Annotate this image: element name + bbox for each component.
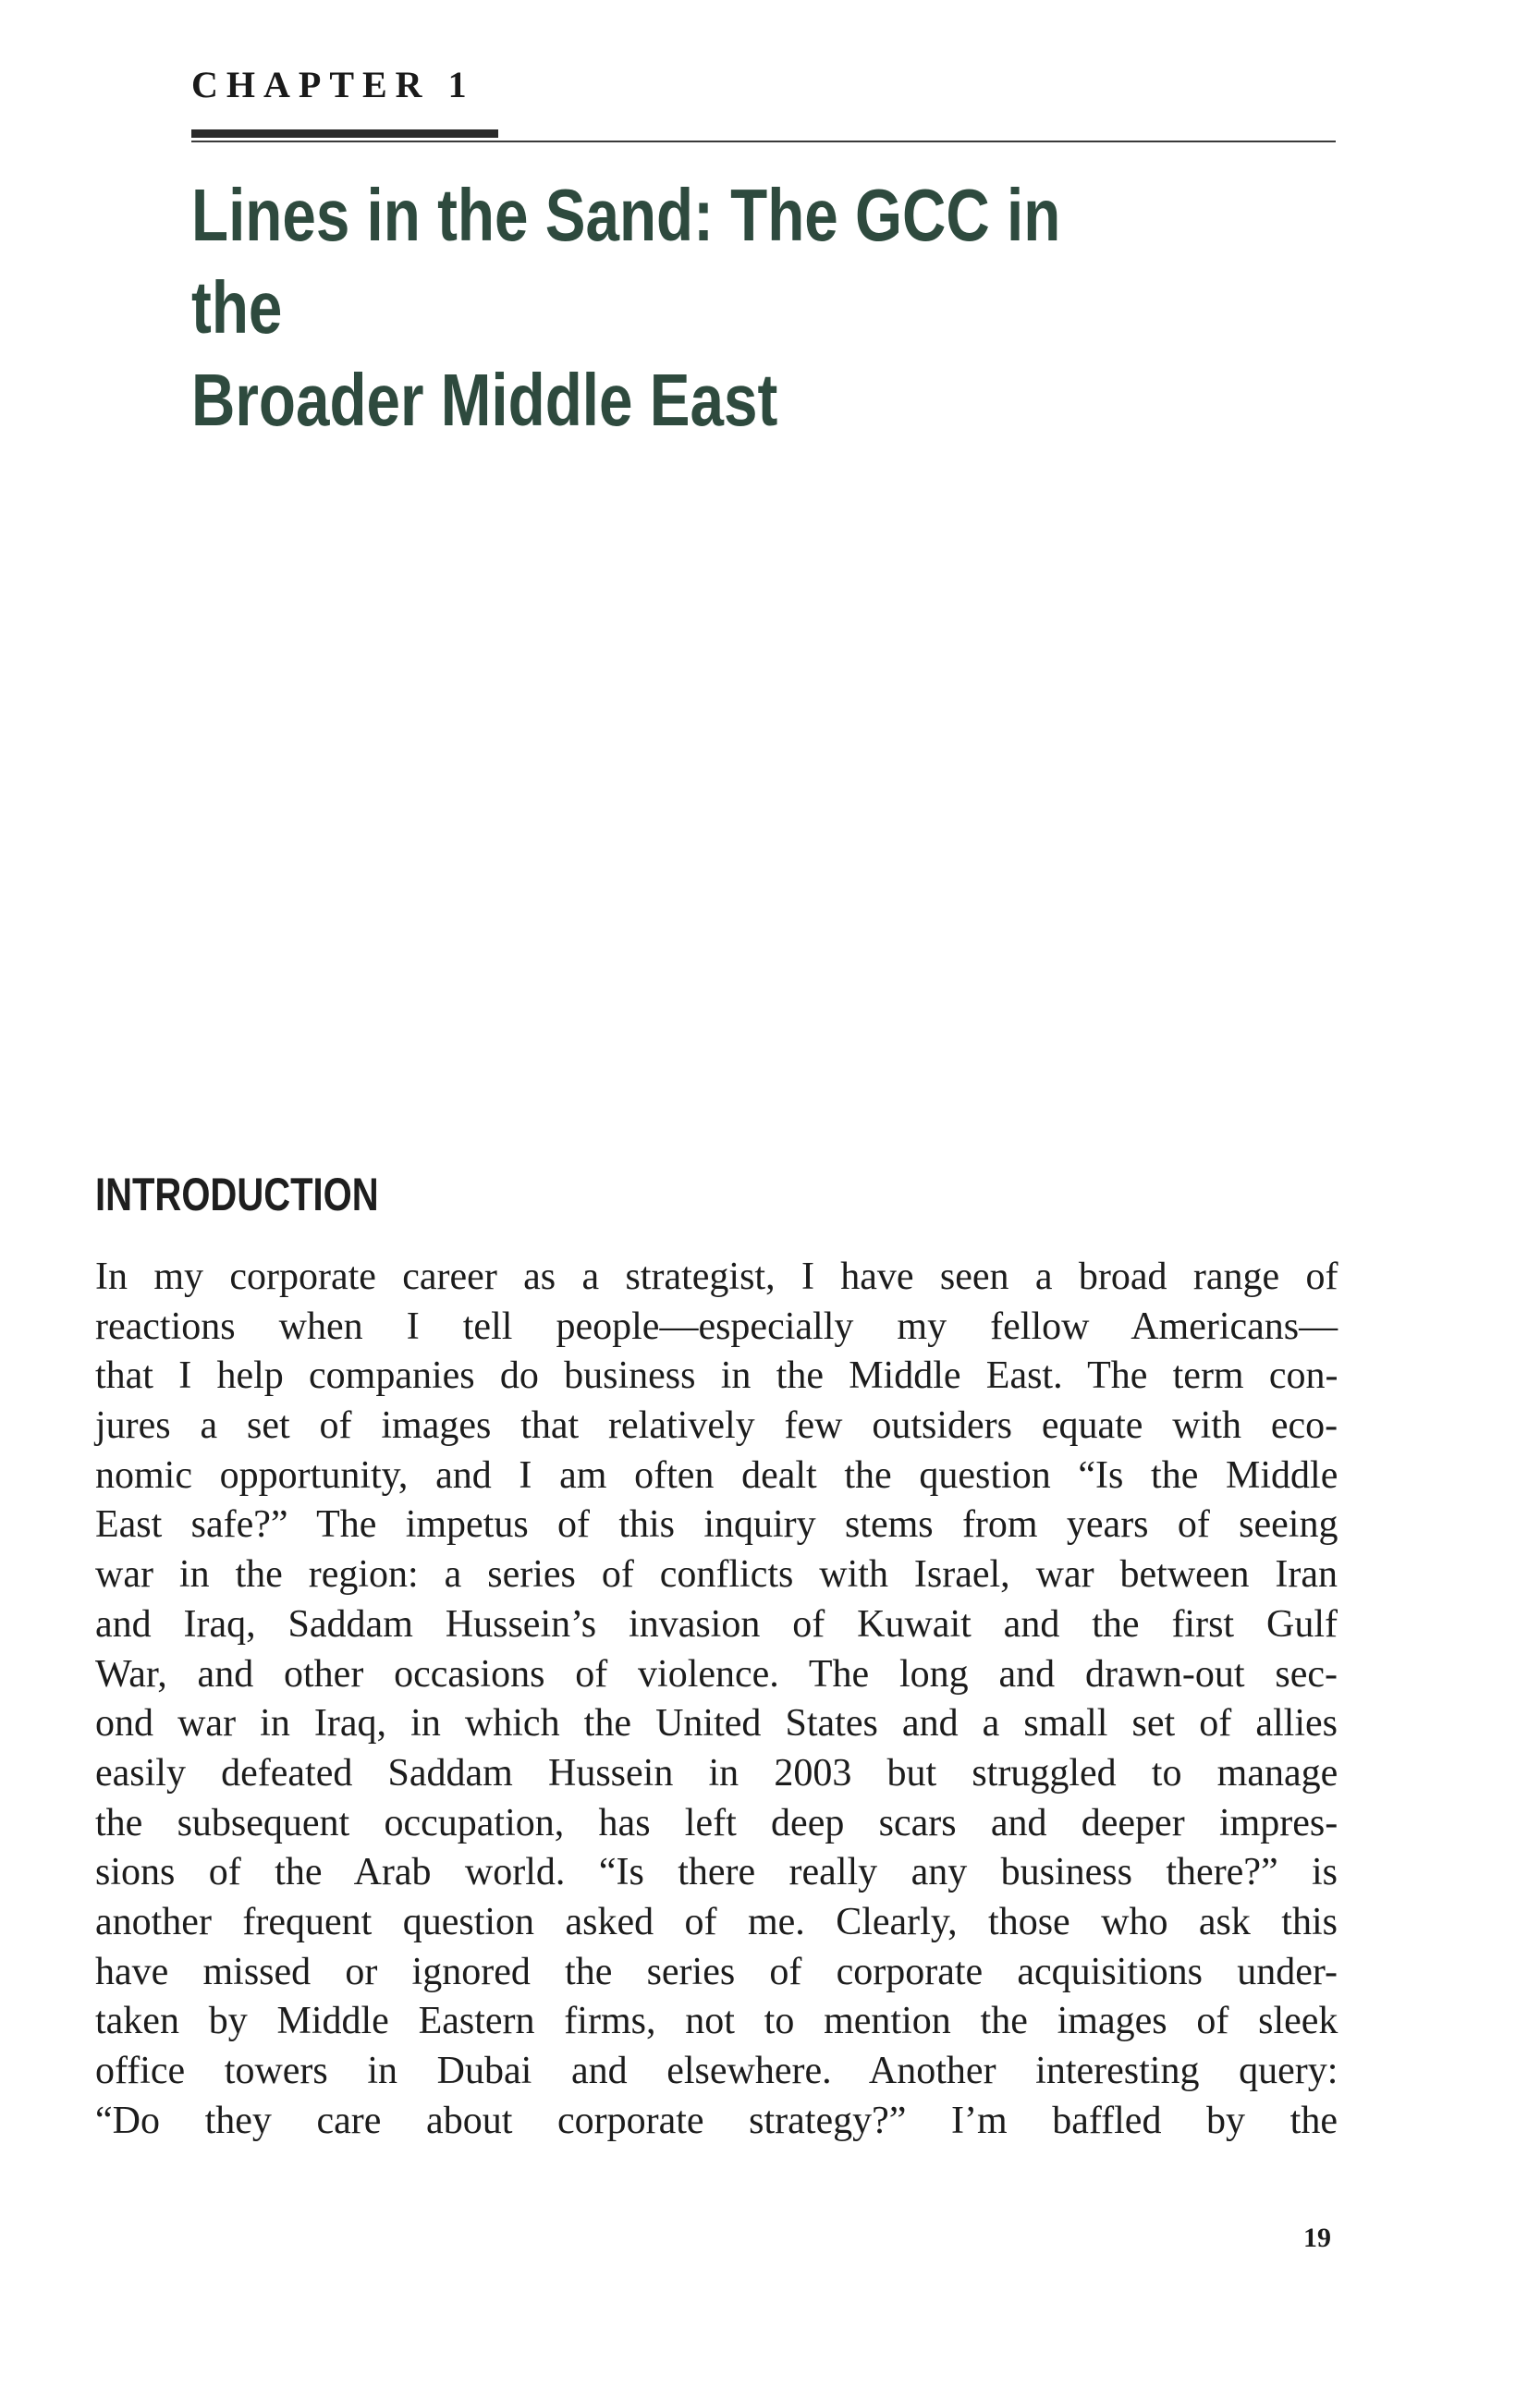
body-line: In my corporate career as a strategist, I have seen a broad range of (95, 1256, 1338, 1298)
body-line: war in the region: a series of conflicts with Israel, war between Iran (95, 1553, 1338, 1597)
body-line: jures a set of images that relatively few outsiders equate with eco- (95, 1404, 1338, 1448)
body-line: East safe?” The impetus of this inquiry stems from years of seeing (95, 1503, 1338, 1547)
chapter-title-line-2: Broader Middle East (191, 359, 778, 441)
body-line: taken by Middle Eastern firms, not to mention the images of sleek (95, 2000, 1338, 2043)
body-line: “Do they care about corporate strategy?” I’m baffled by the (95, 2099, 1338, 2142)
body-line: ond war in Iraq, in which the United States and a small set of allies (95, 1702, 1338, 1746)
section-heading: INTRODUCTION (95, 1169, 379, 1220)
chapter-title-line-1: Lines in the Sand: The GCC in the (191, 174, 1061, 349)
body-line: the subsequent occupation, has left deep scars and deeper impres- (95, 1801, 1338, 1844)
body-line: War, and other occasions of violence. The long and drawn-out sec- (95, 1652, 1338, 1696)
chapter-label: CHAPTER 1 (191, 64, 475, 105)
body-line: easily defeated Saddam Hussein in 2003 but struggled to manage (95, 1751, 1338, 1795)
body-line: office towers in Dubai and elsewhere. Another interesting query: (95, 2050, 1338, 2092)
body-line: that I help companies do business in the Middle East. The term con- (95, 1354, 1338, 1398)
body-line: nomic opportunity, and I am often dealt the question “Is the Middle (95, 1453, 1338, 1497)
chapter-title (191, 169, 1146, 447)
chapter-rule-thin (191, 141, 1336, 142)
body-line: another frequent question asked of me. Clearly, those who ask this (95, 1900, 1338, 1943)
body-line: have missed or ignored the series of corporate acquisitions under- (95, 1950, 1338, 1993)
body-line: reactions when I tell people—especially my fellow Americans— (95, 1305, 1338, 1348)
body-line: and Iraq, Saddam Hussein’s invasion of Kuwait and the first Gulf (95, 1602, 1338, 1646)
body-paragraph (95, 1253, 1338, 2146)
chapter-rule-thick (191, 129, 498, 138)
page-number: 19 (1303, 2223, 1331, 2253)
body-line: sions of the Arab world. “Is there really any business there?” is (95, 1851, 1338, 1894)
